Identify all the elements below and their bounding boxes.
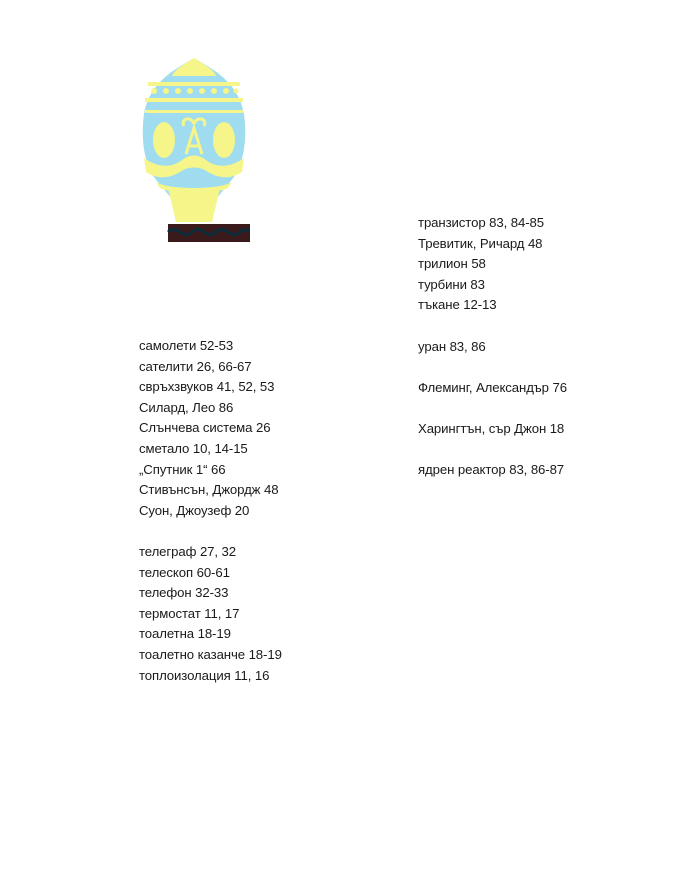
index-column-right xyxy=(418,213,567,481)
index-entry: Тревитик, Ричард 48 xyxy=(418,235,543,251)
index-gap xyxy=(418,316,567,337)
index-entry: телефон 32-33 xyxy=(139,585,229,601)
index-gap xyxy=(418,440,567,461)
index-entry: Харингтън, сър Джон 18 xyxy=(418,420,565,436)
index-gap xyxy=(418,357,567,378)
index-entry: термостат 11, 17 xyxy=(139,605,240,621)
index-entry: телескоп 60-61 xyxy=(139,564,230,580)
index-entry: Стивънсън, Джордж 48 xyxy=(139,482,279,498)
index-entry: Флеминг, Александър 76 xyxy=(418,379,567,395)
index-entry: топлоизолация 11, 16 xyxy=(139,667,270,683)
index-entry: уран 83, 86 xyxy=(418,338,486,354)
index-entry: ядрен реактор 83, 86-87 xyxy=(418,462,565,478)
index-entry: трилион 58 xyxy=(418,256,486,272)
index-entry: телеграф 27, 32 xyxy=(139,543,237,559)
index-gap xyxy=(139,521,282,542)
index-gap xyxy=(418,398,567,419)
index-entry: тоалетна 18-19 xyxy=(139,626,231,642)
index-entry: Силард, Лео 86 xyxy=(139,399,234,415)
index-entry: тъкане 12-13 xyxy=(418,297,497,313)
index-entry: сателити 26, 66-67 xyxy=(139,358,252,374)
index-entry: „Спутник 1“ 66 xyxy=(139,461,226,477)
index-column-left xyxy=(139,336,282,686)
index-entry: свръхзвуков 41, 52, 53 xyxy=(139,379,275,395)
index-entry: турбини 83 xyxy=(418,276,485,292)
index-entry: Суон, Джоузеф 20 xyxy=(139,502,250,518)
index-entry: сметало 10, 14-15 xyxy=(139,440,248,456)
index-entry: тоалетно казанче 18-19 xyxy=(139,646,282,662)
hot-air-balloon-icon xyxy=(138,54,250,244)
index-entry: самолети 52-53 xyxy=(139,338,234,353)
index-entry: транзистор 83, 84-85 xyxy=(418,215,544,230)
index-entry: Слънчева система 26 xyxy=(139,420,271,436)
